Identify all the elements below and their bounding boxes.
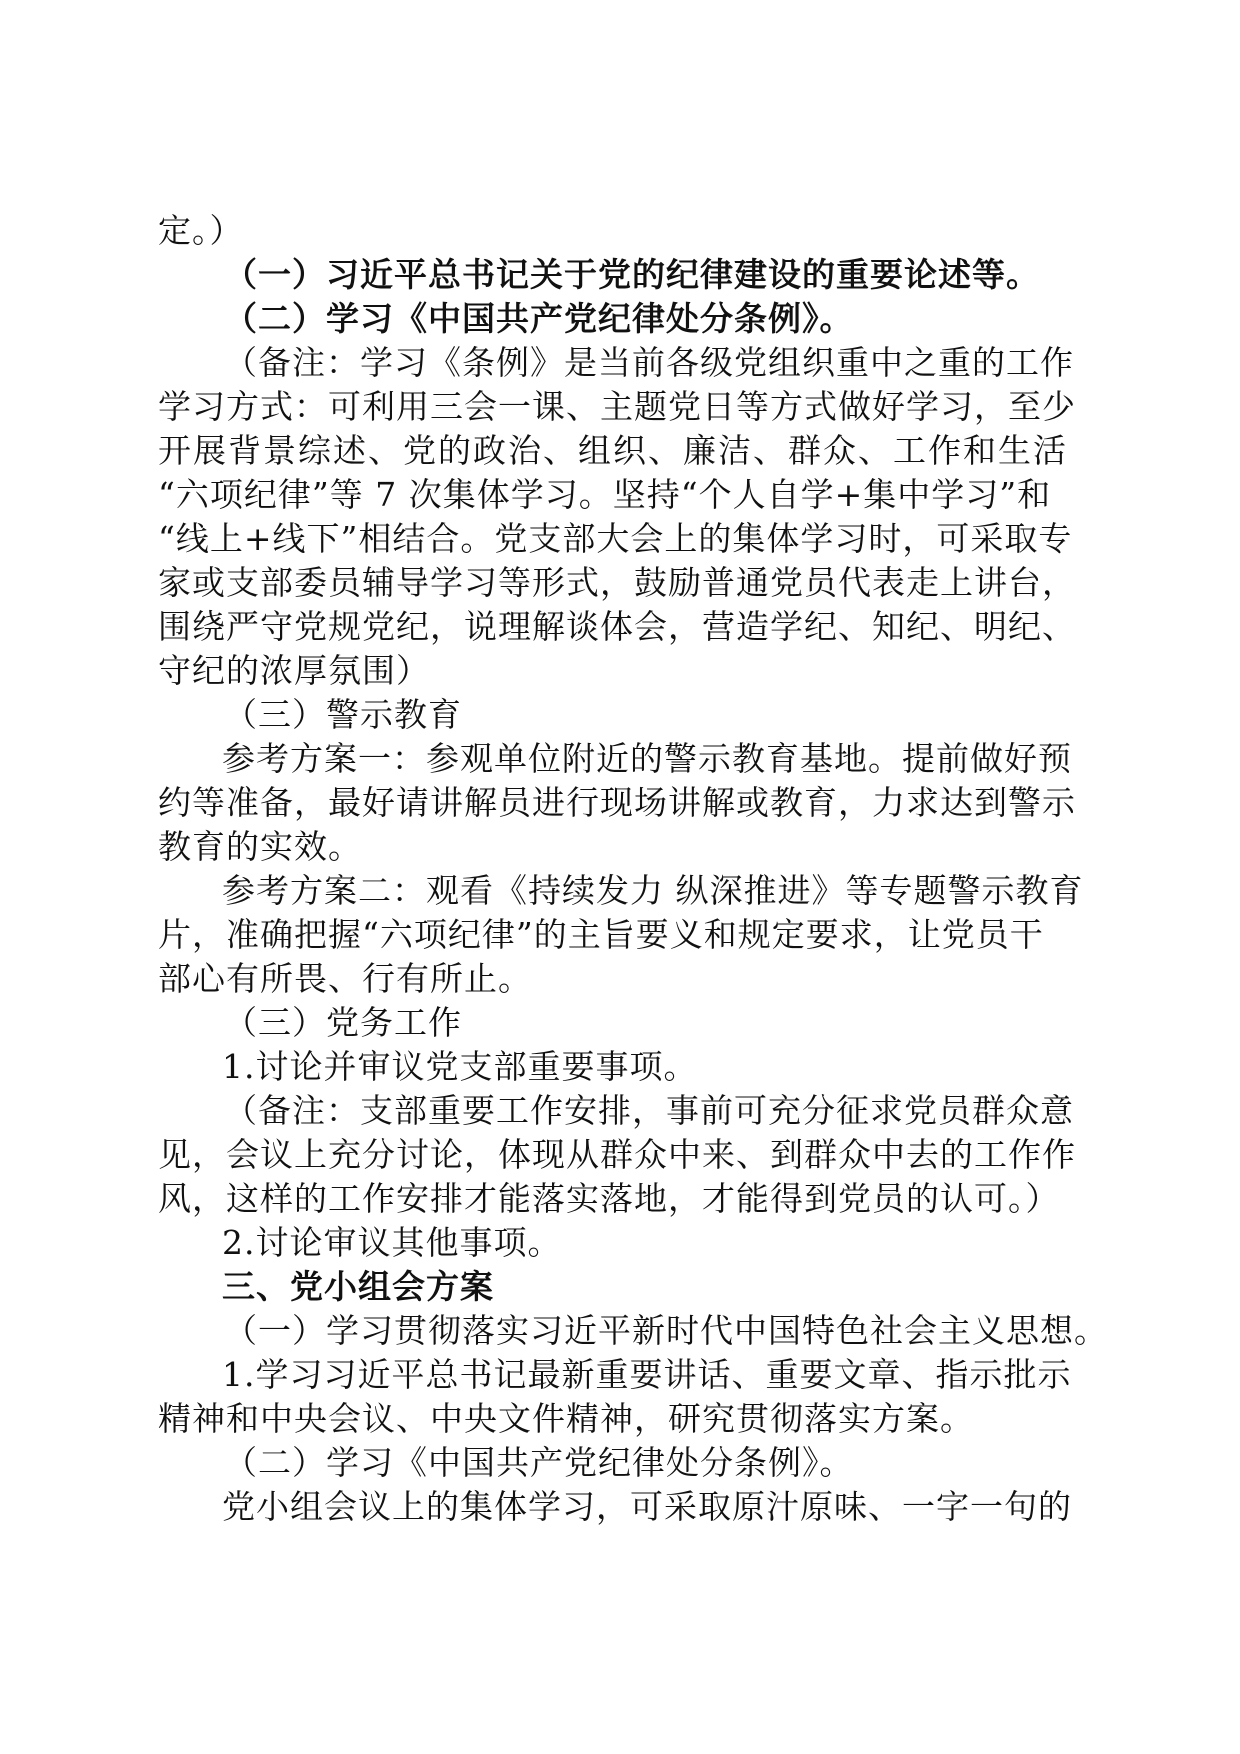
text-line: 部心有所畏、行有所止。	[158, 959, 532, 998]
heading-line: （一）学习贯彻落实习近平新时代中国特色社会主义思想。	[224, 1311, 1108, 1350]
heading-line: （一）习近平总书记关于党的纪律建设的重要论述等。	[224, 255, 1040, 294]
text-line: 参考方案二：观看《持续发力 纵深推进》等专题警示教育	[222, 871, 1084, 910]
heading-line: （二）学习《中国共产党纪律处分条例》。	[224, 1443, 854, 1482]
text-line: 教育的实效。	[158, 827, 362, 866]
text-line: 定。）	[158, 211, 244, 250]
text-line: 风，这样的工作安排才能落实落地，才能得到党员的认可。）	[158, 1179, 1060, 1218]
text-line: 学习方式：可利用三会一课、主题党日等方式做好学习，至少	[158, 387, 1076, 426]
text-line: 约等准备，最好请讲解员进行现场讲解或教育，力求达到警示	[158, 783, 1076, 822]
section-heading: 三、党小组会方案	[222, 1267, 494, 1306]
heading-line: （二）学习《中国共产党纪律处分条例》。	[224, 299, 854, 338]
heading-line: （三）警示教育	[224, 695, 462, 734]
text-line: （备注：支部重要工作安排，事前可充分征求党员群众意	[224, 1091, 1074, 1130]
text-line: 1.讨论并审议党支部重要事项。	[222, 1047, 698, 1086]
text-line: 围绕严守党规党纪，说理解谈体会，营造学纪、知纪、明纪、	[158, 607, 1076, 646]
text-line: “线上+线下”相结合。党支部大会上的集体学习时，可采取专	[158, 519, 1073, 558]
text-line: 片，准确把握“六项纪律”的主旨要义和规定要求，让党员干	[158, 915, 1044, 954]
text-line: 党小组会议上的集体学习，可采取原汁原味、一字一句的	[222, 1487, 1072, 1526]
text-line: 参考方案一：参观单位附近的警示教育基地。提前做好预	[222, 739, 1072, 778]
text-line: 家或支部委员辅导学习等形式，鼓励普通党员代表走上讲台，	[158, 563, 1076, 602]
text-line: “六项纪律”等 7 次集体学习。坚持“个人自学+集中学习”和	[158, 475, 1052, 514]
text-line: 见，会议上充分讨论，体现从群众中来、到群众中去的工作作	[158, 1135, 1076, 1174]
text-line: 1.学习习近平总书记最新重要讲话、重要文章、指示批示	[222, 1355, 1072, 1394]
text-line: 2.讨论审议其他事项。	[222, 1223, 562, 1262]
text-line: 守纪的浓厚氛围）	[158, 651, 430, 690]
heading-line: （三）党务工作	[224, 1003, 462, 1042]
text-line: 精神和中央会议、中央文件精神，研究贯彻落实方案。	[158, 1399, 974, 1438]
text-line: （备注：学习《条例》是当前各级党组织重中之重的工作	[224, 343, 1074, 382]
text-line: 开展背景综述、党的政治、组织、廉洁、群众、工作和生活	[158, 431, 1068, 470]
